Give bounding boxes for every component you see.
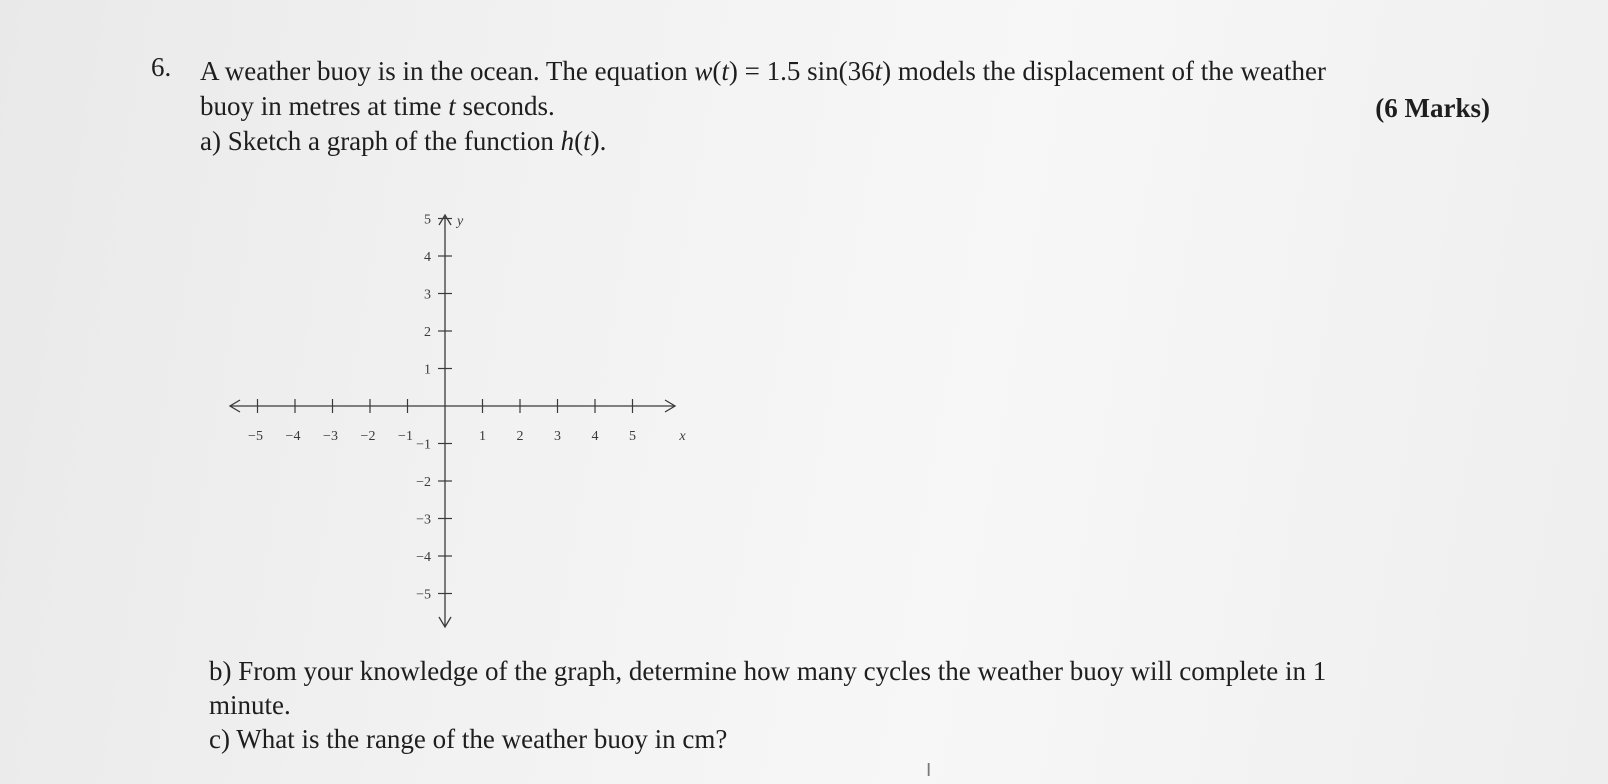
part-a-text: a) Sketch a graph of the function h(t). bbox=[200, 126, 607, 156]
x-tick-label: −5 bbox=[248, 429, 263, 444]
y-tick-label: 4 bbox=[424, 250, 431, 265]
tick-labels bbox=[248, 213, 686, 603]
y-tick-label: 2 bbox=[424, 325, 431, 340]
x-tick-label: 5 bbox=[629, 429, 636, 444]
x-tick-label: −3 bbox=[323, 429, 338, 444]
part-c-text: c) What is the range of the weather buoy in cm? bbox=[209, 724, 728, 754]
y-tick-label: −2 bbox=[416, 475, 431, 490]
question-line-1: A weather buoy is in the ocean. The equation w(t) = 1.5 sin(36t) models the displacement of the weather bbox=[200, 56, 1326, 86]
y-axis-label: y bbox=[457, 214, 464, 229]
y-tick-label: 3 bbox=[424, 287, 431, 303]
part-b-text-line-2: minute. bbox=[209, 690, 291, 720]
part-b-text-line-1: b) From your knowledge of the graph, determine how many cycles the weather buoy will complete in 1 bbox=[209, 656, 1327, 686]
question-number: 6. bbox=[151, 52, 172, 82]
x-tick-label: 3 bbox=[554, 429, 561, 444]
x-axis-label: x bbox=[679, 429, 686, 444]
question-line-2: buoy in metres at time t seconds. bbox=[200, 91, 555, 121]
marks-label: (6 Marks) bbox=[1375, 93, 1490, 123]
y-tick-label: −3 bbox=[416, 512, 431, 528]
x-tick-label: 1 bbox=[479, 429, 486, 444]
x-tick-label: −2 bbox=[360, 429, 376, 444]
text-cursor-icon: I bbox=[926, 760, 932, 781]
y-tick-label: −5 bbox=[416, 587, 431, 603]
x-tick-label: −4 bbox=[285, 429, 301, 444]
axes bbox=[230, 212, 675, 627]
x-tick-label: −1 bbox=[398, 429, 413, 444]
y-tick-label: −4 bbox=[416, 550, 431, 565]
y-tick-label: 5 bbox=[424, 212, 431, 228]
y-tick-label: 1 bbox=[424, 362, 431, 378]
y-tick-label: −1 bbox=[416, 437, 431, 453]
x-tick-label: 2 bbox=[516, 429, 524, 444]
x-tick-label: 4 bbox=[591, 429, 599, 444]
